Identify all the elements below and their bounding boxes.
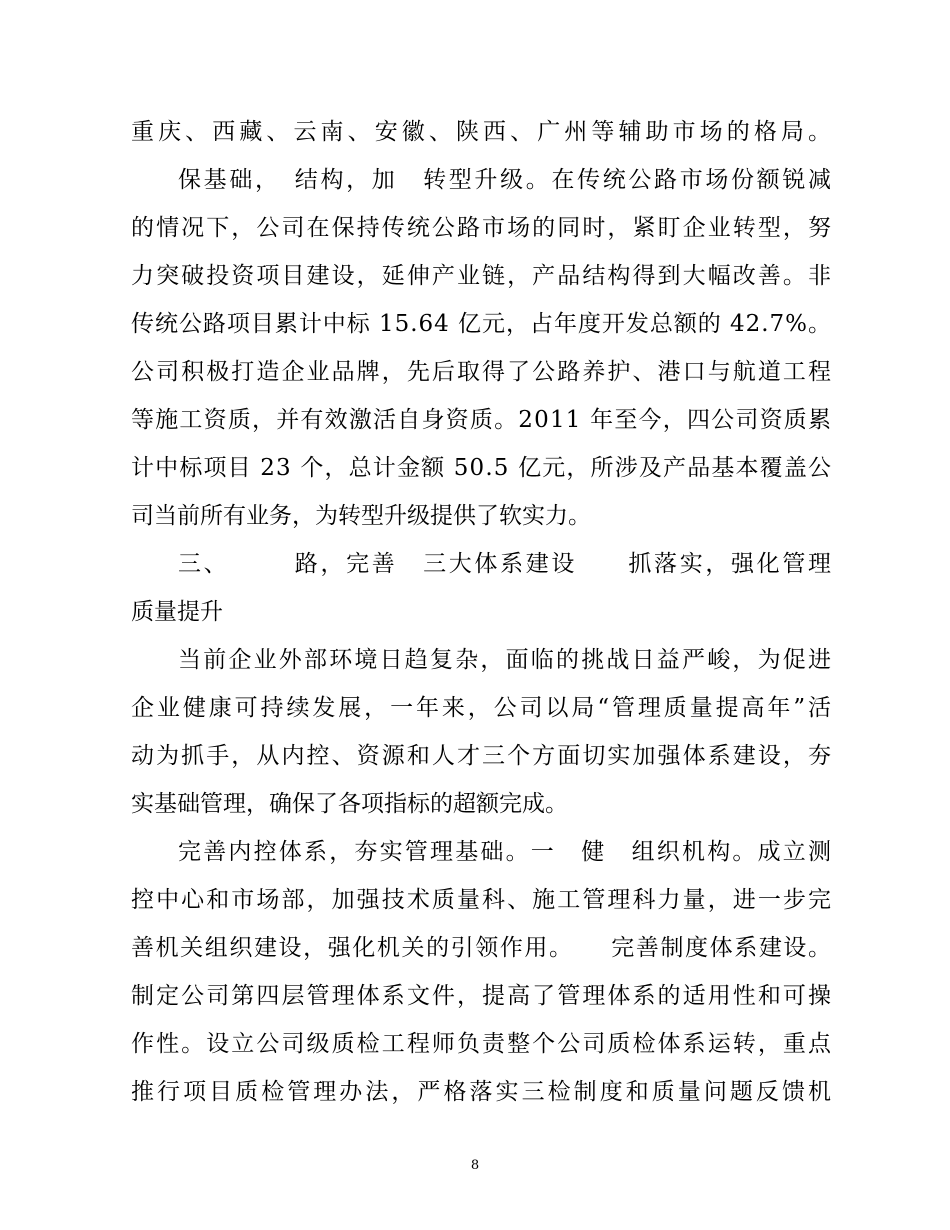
text-line-7: 等施工资质，并有效激活自身资质。2011 年至今，四公司资质累 xyxy=(131,407,833,433)
section-heading-line-2: 质量提升 xyxy=(131,599,223,625)
text-line-21: 推行项目质检管理办法，严格落实三检制度和质量问题反馈机 xyxy=(131,1079,835,1105)
text-line-4: 力突破投资项目建设，延伸产业链，产品结构得到大幅改善。非 xyxy=(131,263,834,289)
text-line-3: 的情况下，公司在保持传统公路市场的同时，紧盯企业转型，努 xyxy=(131,215,834,241)
text-line-20: 作性。设立公司级质检工程师负责整个公司质检体系运转，重点 xyxy=(131,1031,834,1057)
text-line-17: 控中心和市场部，加强技术质量科、施工管理科力量，进一步完 xyxy=(131,887,834,913)
text-line-9: 司当前所有业务，为转型升级提供了软实力。 xyxy=(131,503,591,529)
text-line-14: 动为抓手，从内控、资源和人才三个方面切实加强体系建设，夯 xyxy=(131,743,834,769)
text-line-6: 公司积极打造企业品牌，先后取得了公路养护、港口与航道工程 xyxy=(131,359,834,385)
text-line-2: 保基础， 结构，加 转型升级。在传统公路市场份额锐减 xyxy=(178,167,834,193)
text-line-5: 传统公路项目累计中标 15.64 亿元，占年度开发总额的 42.7%。 xyxy=(131,311,832,337)
text-line-8: 计中标项目 23 个，总计金额 50.5 亿元，所涉及产品基本覆盖公 xyxy=(131,455,833,481)
section-heading-line-1: 三、 路，完善 三大体系建设 抓落实，强化管理 xyxy=(178,551,834,577)
text-line-15: 实基础管理，确保了各项指标的超额完成。 xyxy=(131,791,568,817)
text-line-18: 善机关组织建设，强化机关的引领作用。 完善制度体系建设。 xyxy=(131,935,833,961)
text-line-12: 当前企业外部环境日趋复杂，面临的挑战日益严峻，为促进 xyxy=(178,647,834,673)
page-number: 8 xyxy=(470,1158,480,1173)
text-line-16: 完善内控体系，夯实管理基础。一 健 组织机构。成立测 xyxy=(178,839,834,865)
text-line-19: 制定公司第四层管理体系文件，提高了管理体系的适用性和可操 xyxy=(131,983,834,1009)
text-line-1: 重庆、西藏、云南、安徽、陕西、广州等辅助市场的格局。 xyxy=(131,119,836,145)
text-line-13: 企业健康可持续发展，一年来，公司以局“管理质量提高年”活 xyxy=(131,695,834,721)
